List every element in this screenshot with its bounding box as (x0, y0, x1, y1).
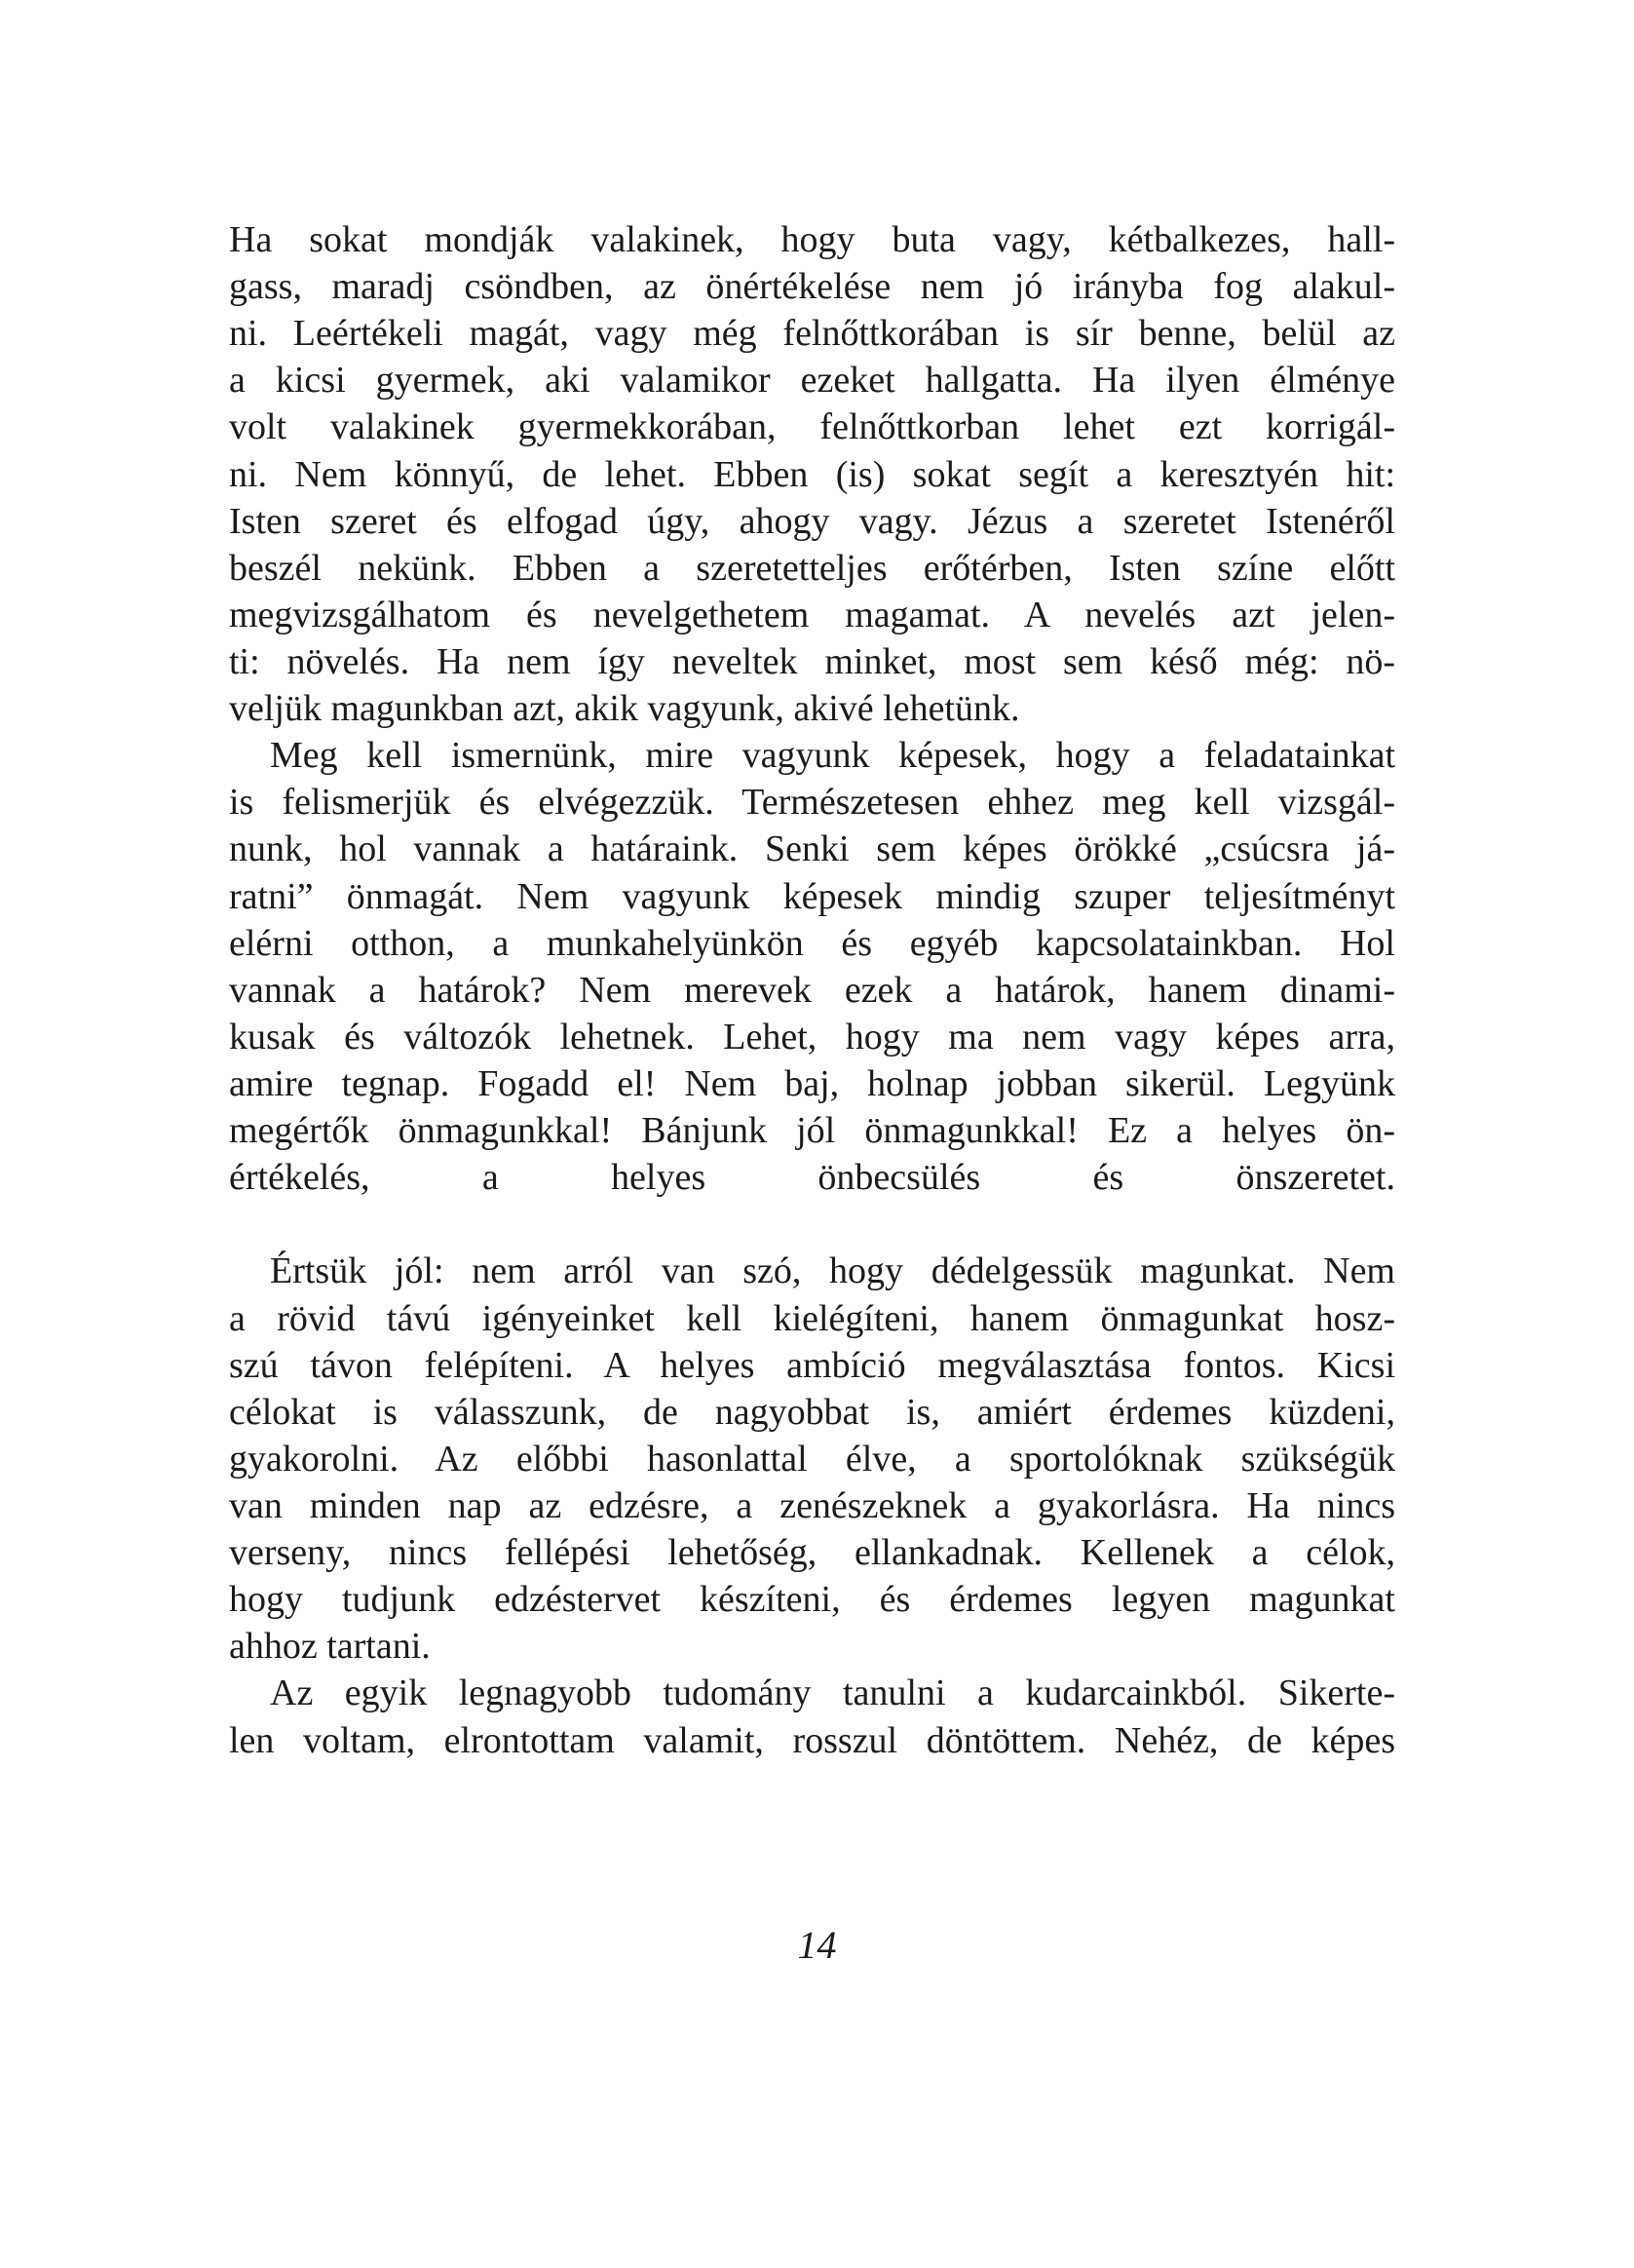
text-line: megvizsgálhatom és nevelgethetem magamat. A nevelés azt jelen- (229, 594, 1395, 635)
text-line: gass, maradj csöndben, az önértékelése nem jó irányba fog alakul- (229, 266, 1395, 308)
text-line: Meg kell ismernünk, mire vagyunk képesek, hogy a feladatainkat (270, 735, 1395, 777)
text-line: célokat is válasszunk, de nagyobbat is, amiért érdemes küzdeni, (229, 1391, 1395, 1433)
text-line: is felismerjük és elvégezzük. Természetesen ehhez meg kell vizsgál- (229, 782, 1395, 824)
text-line: elérni otthon, a munkahelyünkön és egyéb kapcsolatainkban. Hol (229, 922, 1395, 964)
text-line: veljük magunkban azt, akik vagyunk, akivé lehetünk. (229, 688, 1020, 730)
text-line: gyakorolni. Az előbbi hasonlattal élve, a sportolóknak szükségük (229, 1438, 1395, 1480)
text-line: ni. Nem könnyű, de lehet. Ebben (is) sokat segít a keresztyén hit: (229, 453, 1395, 495)
body-text (229, 216, 1395, 1764)
text-line: nunk, hol vannak a határaink. Senki sem képes örökké „csúcsra já- (229, 828, 1395, 870)
text-line: a rövid távú igényeinket kell kielégíteni, hanem önmagunkat hosz- (229, 1297, 1395, 1339)
text-line: Ha sokat mondják valakinek, hogy buta vagy, kétbalkezes, hall- (229, 219, 1395, 260)
text-line: Isten szeret és elfogad úgy, ahogy vagy. Jézus a szeretet Istenéről (229, 500, 1395, 542)
text-line: len voltam, elrontottam valamit, rosszul döntöttem. Nehéz, de képes (229, 1719, 1395, 1761)
text-line: ratni” önmagát. Nem vagyunk képesek mindig szuper teljesítményt (229, 875, 1395, 917)
text-line: ni. Leértékeli magát, vagy még felnőttkorában is sír benne, belül az (229, 313, 1395, 355)
text-line: Az egyik legnagyobb tudomány tanulni a kudarcainkból. Sikerte- (270, 1672, 1395, 1714)
text-line: ti: növelés. Ha nem így neveltek minket, most sem késő még: nö- (229, 640, 1395, 682)
text-line (229, 1201, 1395, 1248)
text-line: ahhoz tartani. (229, 1626, 431, 1668)
page-number: 14 (797, 1923, 837, 1967)
text-line: hogy tudjunk edzéstervet készíteni, és érdemes legyen magunkat (229, 1579, 1395, 1621)
text-line: van minden nap az edzésre, a zenészeknek a gyakorlásra. Ha nincs (229, 1484, 1395, 1526)
text-line: volt valakinek gyermekkorában, felnőttkorban lehet ezt korrigál- (229, 406, 1395, 448)
text-line: vannak a határok? Nem merevek ezek a határok, hanem dinami- (229, 969, 1395, 1011)
text-line: a kicsi gyermek, aki valamikor ezeket hallgatta. Ha ilyen élménye (229, 360, 1395, 402)
text-line: verseny, nincs fellépési lehetőség, ellankadnak. Kellenek a célok, (229, 1532, 1395, 1574)
text-line: megértők önmagunkkal! Bánjunk jól önmagunkkal! Ez a helyes ön- (229, 1110, 1395, 1152)
text-line: amire tegnap. Fogadd el! Nem baj, holnap jobban sikerül. Legyünk (229, 1062, 1395, 1104)
text-line: Értsük jól: nem arról van szó, hogy dédelgessük magunkat. Nem (270, 1250, 1395, 1292)
text-line: szú távon felépíteni. A helyes ambíció megválasztása fontos. Kicsi (229, 1344, 1395, 1386)
text-line: beszél nekünk. Ebben a szeretetteljes erőtérben, Isten színe előtt (229, 547, 1395, 589)
text-line: kusak és változók lehetnek. Lehet, hogy ma nem vagy képes arra, (229, 1016, 1395, 1057)
text-line: értékelés, a helyes önbecsülés és önszeretet. (229, 1157, 1395, 1199)
